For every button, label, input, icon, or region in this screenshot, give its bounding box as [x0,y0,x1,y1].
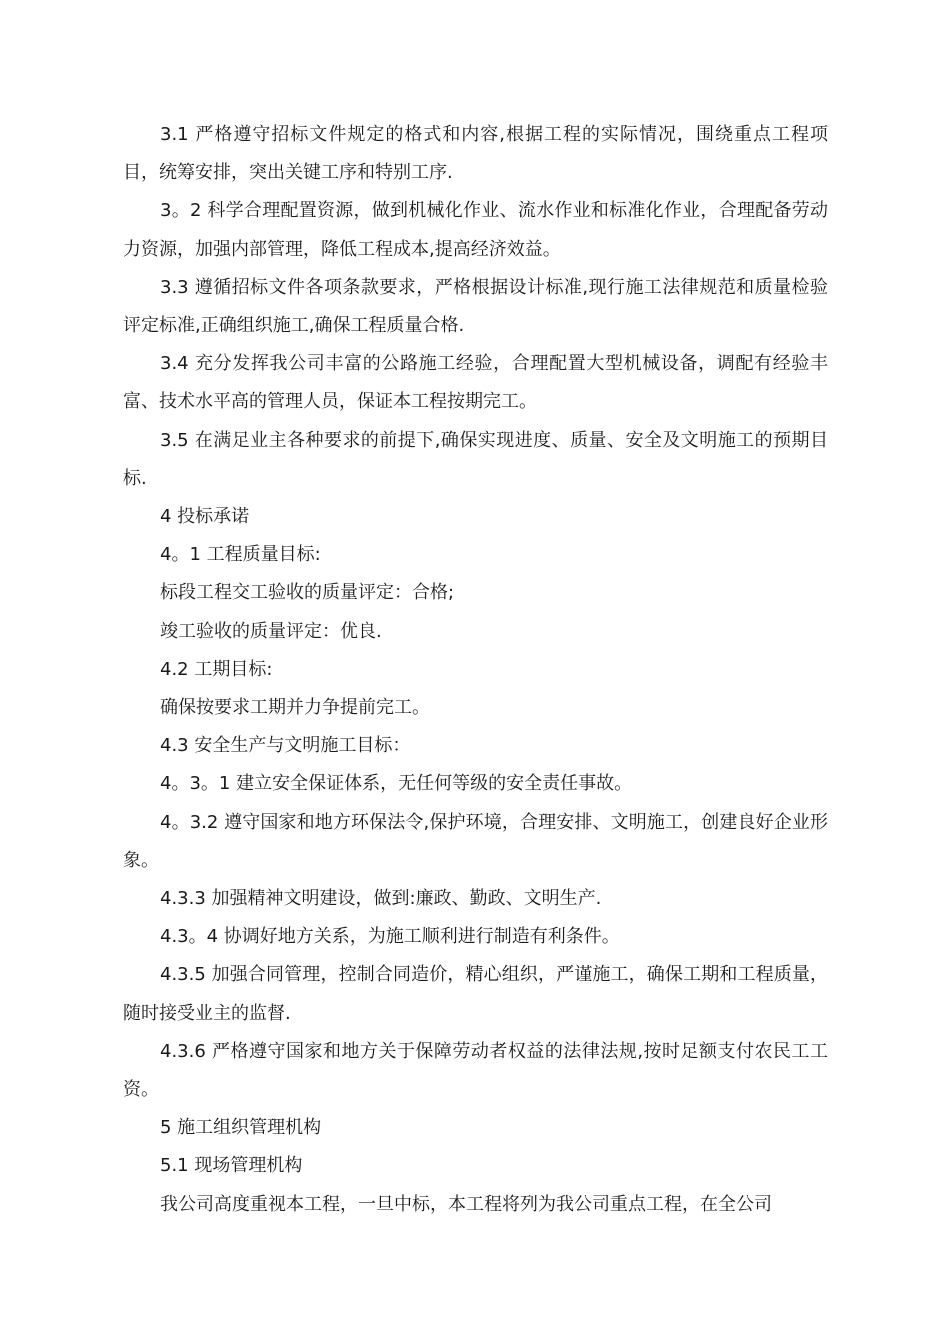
paragraph-4-3-4: 4.3。4 协调好地方关系，为施工顺利进行制造有利条件。 [160,926,620,948]
document-body [123,116,828,1224]
paragraph-site-management: 我公司高度重视本工程，一旦中标，本工程将列为我公司重点工程，在全公司 [160,1193,772,1215]
paragraph-4-3-6: 4.3.6 严格遵守国家和地方关于保障劳动者权益的法律法规,按时足额支付农民工工资。 [123,1040,828,1101]
paragraph-3-3: 3.3 遵循招标文件各项条款要求，严格根据设计标准,现行施工法律规范和质量检验评定标准,正确组织施工,确保工程质量合格. [123,276,828,337]
heading-4-1: 4。1 工程质量目标: [160,544,321,566]
heading-4: 4 投标承诺 [160,506,250,528]
heading-5-1: 5.1 现场管理机构 [160,1155,303,1177]
paragraph-3-5: 3.5 在满足业主各种要求的前提下,确保实现进度、质量、安全及文明施工的预期目标. [123,429,828,489]
paragraph-3-4: 3.4 充分发挥我公司丰富的公路施工经验，合理配置大型机械设备，调配有经验丰富、技术水平高的管理人员，保证本工程按期完工。 [123,353,828,413]
paragraph-acceptance-quality: 标段工程交工验收的质量评定：合格; [160,582,455,604]
paragraph-4-3-1: 4。3。1 建立安全保证体系，无任何等级的安全责任事故。 [160,773,633,795]
paragraph-schedule-goal: 确保按要求工期并力争提前完工。 [160,697,430,719]
paragraph-4-3-3: 4.3.3 加强精神文明建设，做到:廉政、勤政、文明生产. [160,888,602,910]
paragraph-4-3-5: 4.3.5 加强合同管理，控制合同造价，精心组织，严谨施工，确保工期和工程质量，随时接受业主的监督. [123,964,828,1024]
heading-4-3: 4.3 安全生产与文明施工目标： [160,735,411,757]
paragraph-4-3-2: 4。3.2 遵守国家和地方环保法令,保护环境，合理安排、文明施工，创建良好企业形象。 [123,811,828,871]
paragraph-3-2: 3。2 科学合理配置资源，做到机械化作业、流水作业和标准化作业，合理配备劳动力资源，加强内部管理，降低工程成本,提高经济效益。 [123,200,828,260]
paragraph-completion-quality: 竣工验收的质量评定：优良. [160,620,382,642]
paragraph-3-1: 3.1 严格遵守招标文件规定的格式和内容,根据工程的实际情况，围绕重点工程项目，统筹安排，突出关键工序和特别工序. [123,124,828,184]
heading-4-2: 4.2 工期目标: [160,658,273,680]
heading-5: 5 施工组织管理机构 [160,1117,322,1139]
